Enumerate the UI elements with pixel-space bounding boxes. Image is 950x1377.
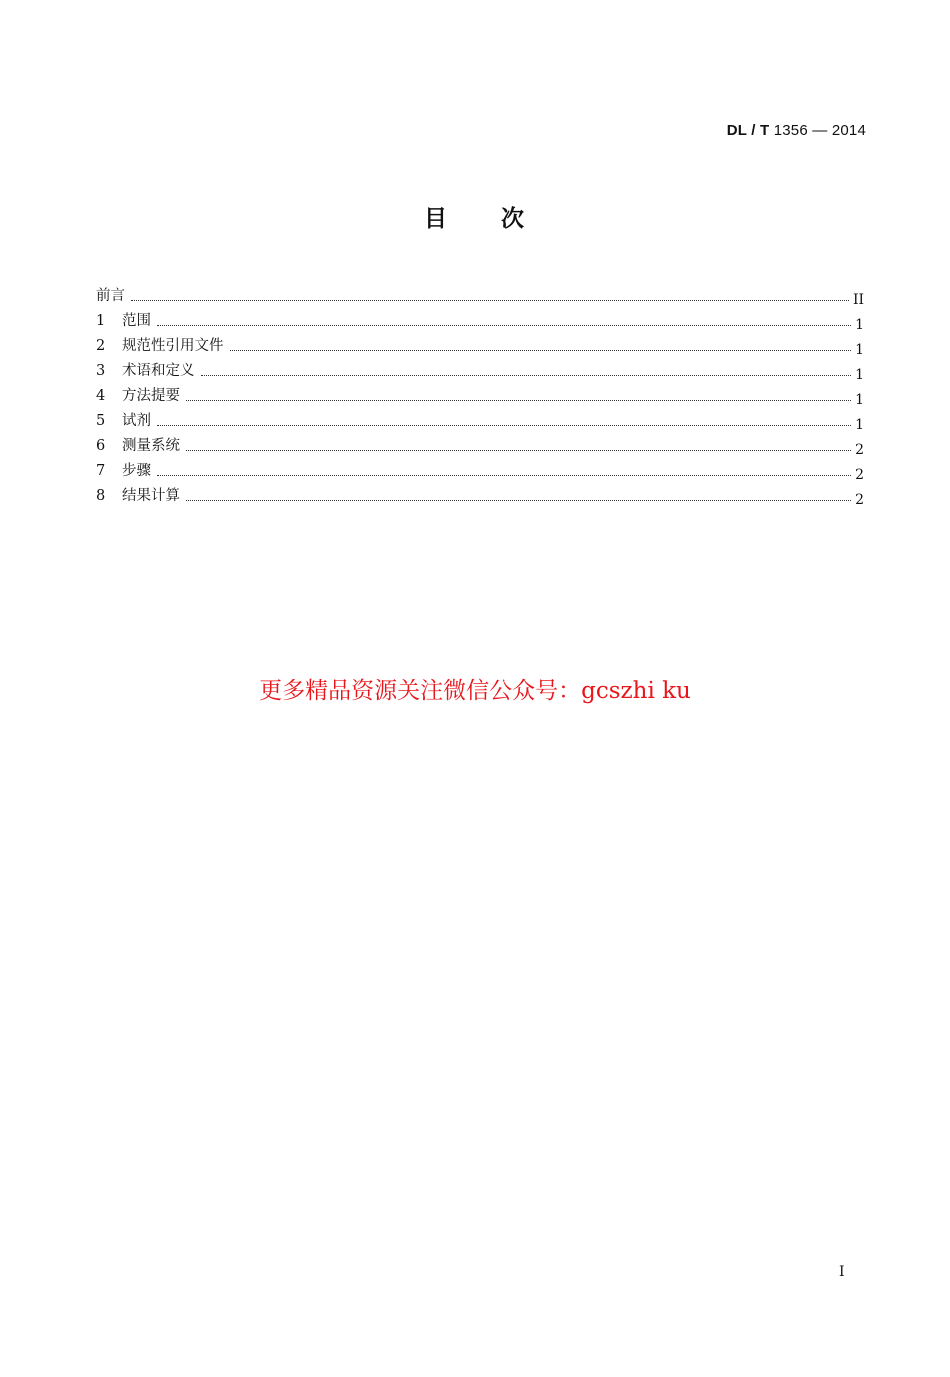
toc-entry-number: 6 xyxy=(96,438,106,454)
toc-entry-number: 8 xyxy=(96,488,106,504)
table-of-contents xyxy=(96,280,864,508)
toc-entry-page: 1 xyxy=(855,342,864,358)
toc-entry-page: 2 xyxy=(855,492,864,508)
toc-entry-5[interactable] xyxy=(96,405,864,433)
toc-entry-page: 1 xyxy=(855,317,864,333)
standard-code xyxy=(727,122,866,139)
toc-leader-dots xyxy=(131,299,849,301)
toc-leader-dots xyxy=(230,349,852,351)
toc-entry-page: 2 xyxy=(855,467,864,483)
toc-entry-page: II xyxy=(852,292,864,308)
toc-entry-label: 测量系统 xyxy=(122,438,180,454)
toc-entry-number: 3 xyxy=(96,363,106,379)
title-char-1: 目 xyxy=(424,206,449,232)
toc-entry-8[interactable] xyxy=(96,480,864,508)
toc-leader-dots xyxy=(157,474,851,476)
toc-entry-number: 2 xyxy=(96,338,106,354)
toc-leader-dots xyxy=(186,399,851,401)
standard-number: 1356 — 2014 xyxy=(773,122,866,139)
toc-entry-label: 结果计算 xyxy=(122,488,180,504)
toc-leader-dots xyxy=(186,499,851,501)
toc-entry-number: 5 xyxy=(96,413,106,429)
toc-entry-1[interactable] xyxy=(96,305,864,333)
title-char-2: 次 xyxy=(501,206,526,232)
toc-entry-page: 2 xyxy=(855,442,864,458)
toc-entry-label: 前言 xyxy=(96,288,125,304)
toc-entry-number: 1 xyxy=(96,313,106,329)
toc-entry-label: 试剂 xyxy=(122,413,151,429)
toc-entry-7[interactable] xyxy=(96,455,864,483)
toc-entry-number: 7 xyxy=(96,463,106,479)
page-title xyxy=(0,200,950,233)
toc-entry-page: 1 xyxy=(855,417,864,433)
toc-entry-label: 规范性引用文件 xyxy=(122,338,224,354)
toc-entry-6[interactable] xyxy=(96,430,864,458)
toc-leader-dots xyxy=(157,324,851,326)
page-number: I xyxy=(839,1264,845,1280)
toc-entry-label: 方法提要 xyxy=(122,388,180,404)
toc-entry-4[interactable] xyxy=(96,380,864,408)
toc-entry-foreword[interactable] xyxy=(96,280,864,308)
toc-entry-2[interactable] xyxy=(96,330,864,358)
toc-leader-dots xyxy=(186,449,851,451)
toc-entry-page: 1 xyxy=(855,392,864,408)
toc-entry-number: 4 xyxy=(96,388,106,404)
toc-entry-label: 范围 xyxy=(122,313,151,329)
toc-leader-dots xyxy=(157,424,851,426)
toc-entry-3[interactable] xyxy=(96,355,864,383)
wechat-notice: 更多精品资源关注微信公众号：gcszhi ku xyxy=(259,678,691,704)
toc-entry-label: 步骤 xyxy=(122,463,151,479)
toc-entry-page: 1 xyxy=(855,367,864,383)
standard-prefix: DL / T xyxy=(726,122,770,139)
toc-leader-dots xyxy=(201,374,852,376)
toc-entry-label: 术语和定义 xyxy=(122,363,195,379)
